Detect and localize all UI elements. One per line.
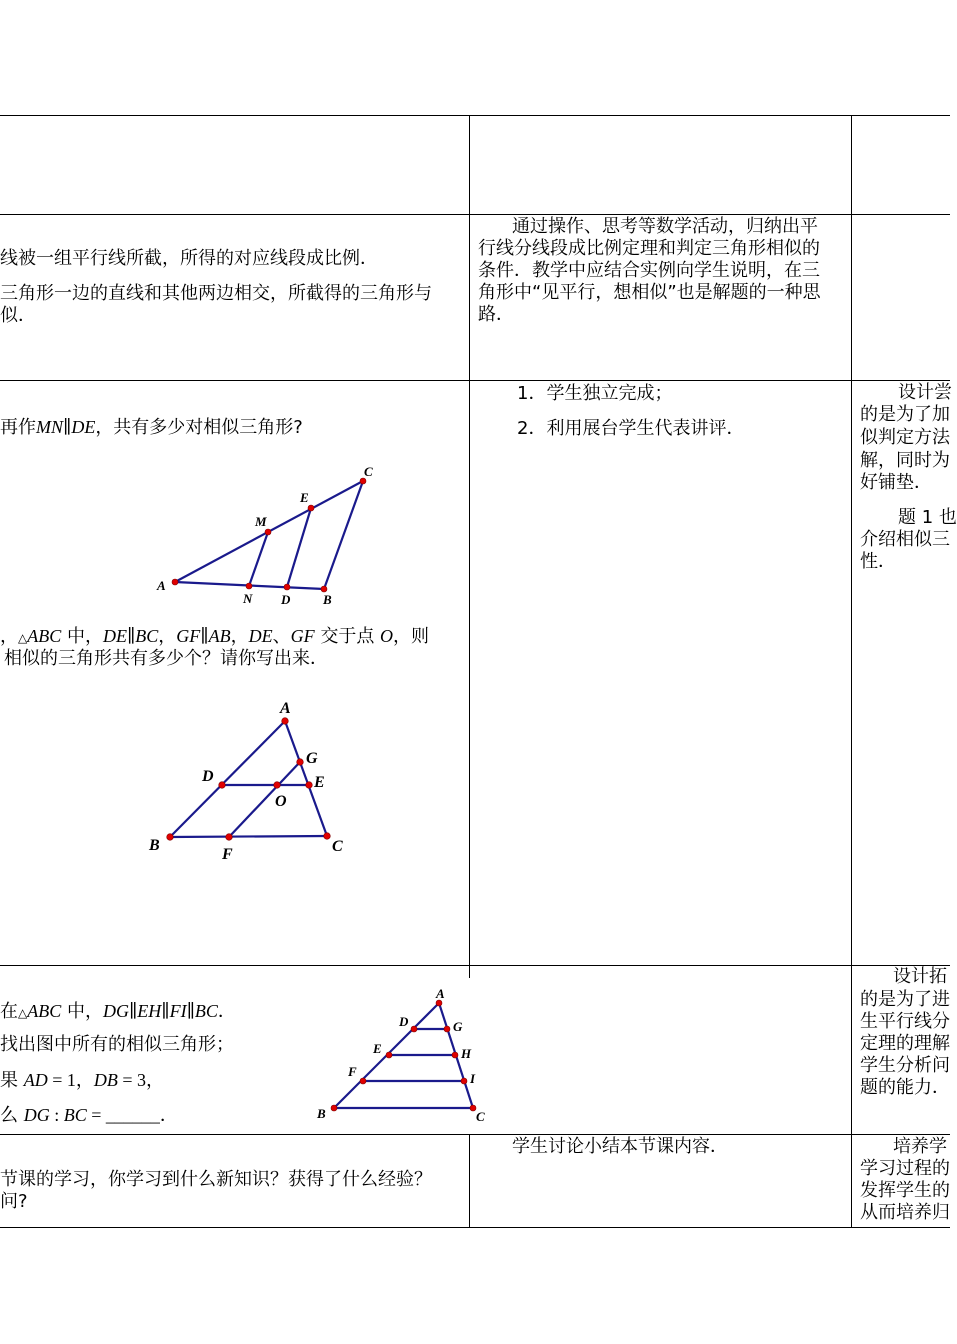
triangle-symbol: △	[18, 631, 28, 645]
point	[226, 834, 233, 841]
problem-line	[0, 1000, 236, 1024]
text-line: 路．	[478, 304, 514, 325]
text-line: 行线分线段成比例定理和判定三角形相似的	[478, 238, 820, 259]
point-label: C	[332, 838, 343, 855]
text: 么	[0, 1105, 24, 1126]
point	[284, 584, 290, 590]
point-label: O	[275, 793, 287, 810]
math-text: :	[49, 1105, 64, 1125]
text-line: 设计尝	[898, 382, 952, 403]
point	[360, 1078, 366, 1084]
segment	[324, 481, 363, 589]
point-label: E	[314, 774, 325, 791]
text: ，	[230, 626, 249, 647]
text-line: 解，同时为	[860, 450, 950, 471]
point	[167, 834, 174, 841]
point-label: C	[364, 464, 373, 479]
figure-2	[140, 695, 360, 865]
point-label: E	[373, 1041, 382, 1056]
point-label: E	[300, 490, 309, 505]
text-line: 好铺垫．	[860, 472, 932, 493]
point	[282, 718, 289, 725]
point	[274, 782, 281, 789]
text: ，	[158, 626, 177, 647]
point-label: F	[348, 1064, 357, 1079]
table-row-divider	[0, 380, 950, 381]
segment	[170, 836, 327, 837]
table-col-divider	[469, 1134, 470, 1228]
math-text: =	[86, 1105, 106, 1125]
point	[172, 579, 178, 585]
segment	[229, 762, 300, 837]
text-line: 的是为了进	[860, 989, 950, 1010]
point-label: I	[470, 1071, 476, 1086]
text: 中，	[61, 626, 103, 647]
list-item: 2．利用展台学生代表讲评．	[517, 418, 745, 439]
text: 、	[272, 626, 291, 647]
text: 果	[0, 1070, 24, 1091]
text: 再作	[0, 417, 36, 438]
table-row-divider	[0, 965, 950, 966]
point-label: D	[202, 768, 214, 785]
point	[306, 782, 313, 789]
text-line: 题的能力．	[860, 1077, 950, 1098]
answer-blank: ______	[105, 1105, 160, 1125]
point-label: B	[323, 592, 332, 607]
point-label: H	[461, 1046, 472, 1061]
math-text: O	[380, 626, 394, 646]
text-line: 培养学	[893, 1136, 947, 1157]
table-row-divider	[0, 1134, 950, 1135]
point-label: A	[436, 986, 445, 1001]
point	[324, 833, 331, 840]
text-line: 定理的理解	[860, 1033, 950, 1054]
table-border-top	[0, 115, 950, 116]
math-text: DE∥BC	[102, 626, 159, 646]
text-line: 生平行线分	[860, 1011, 950, 1032]
text: ，	[75, 1070, 94, 1091]
point-label: N	[243, 591, 253, 606]
text-line: 问?	[0, 1191, 28, 1212]
point	[444, 1026, 450, 1032]
math-text: DB	[93, 1070, 118, 1090]
point	[461, 1078, 467, 1084]
math-text: MN∥DE	[36, 417, 96, 437]
text-line: 似．	[0, 305, 36, 326]
point-label: D	[281, 592, 291, 607]
figure-1	[150, 462, 390, 612]
math-text: ABC	[27, 626, 62, 646]
question-2	[0, 625, 429, 649]
table-col-divider	[469, 115, 470, 978]
text: ，	[0, 626, 18, 647]
question-1	[0, 416, 303, 439]
math-text: ABC	[27, 1001, 62, 1021]
point	[246, 583, 252, 589]
math-text: = 1	[47, 1070, 76, 1090]
list-item: 1．学生独立完成；	[517, 383, 673, 404]
math-text: DG	[23, 1105, 50, 1125]
point-label: D	[399, 1014, 409, 1029]
table-col-divider	[851, 115, 852, 1228]
text: 中，	[61, 1001, 103, 1022]
point	[331, 1105, 337, 1111]
text-line: 线被一组平行线所截，所得的对应线段成比例．	[0, 248, 378, 269]
table-border-bottom	[0, 1227, 950, 1228]
point-label: B	[317, 1106, 326, 1121]
math-text: AD	[23, 1070, 48, 1090]
text-line: 介绍相似三	[860, 529, 950, 550]
text-line: 学生分析问	[860, 1055, 950, 1076]
point	[297, 759, 304, 766]
text: ，	[146, 1070, 165, 1091]
point-label: F	[222, 846, 233, 863]
segment	[170, 721, 285, 837]
figure-3	[310, 982, 500, 1127]
text-line: 设计拓	[893, 966, 947, 987]
math-text: GF∥AB	[176, 626, 231, 646]
point	[265, 529, 271, 535]
point-label: M	[255, 514, 267, 529]
text-line: 找出图中所有的相似三角形；	[0, 1034, 234, 1055]
point-label: A	[280, 700, 291, 717]
text-line: 三角形一边的直线和其他两边相交，所截得的三角形与	[0, 283, 432, 304]
point-label: C	[476, 1109, 485, 1124]
math-text: DE	[248, 626, 273, 646]
text-line: 节课的学习，你学习到什么新知识？获得了什么经验？	[0, 1169, 432, 1190]
math-text: = 3	[117, 1070, 147, 1090]
text-line: 的是为了加	[860, 404, 950, 425]
point-label: B	[149, 837, 160, 854]
text-line: 似判定方法	[860, 427, 950, 448]
point	[308, 505, 314, 511]
text-line: 从而培养归	[860, 1202, 950, 1223]
text-line: 发挥学生的	[860, 1180, 950, 1201]
text: ．	[159, 1105, 178, 1126]
text: ，共有多少对相似三角形?	[95, 417, 303, 438]
table-row-divider	[0, 214, 950, 215]
point	[219, 782, 226, 789]
point	[452, 1052, 458, 1058]
point	[411, 1026, 417, 1032]
triangle-symbol: △	[18, 1006, 28, 1020]
text-line: 通过操作、思考等数学活动，归纳出平	[512, 216, 818, 237]
text-line: 学生讨论小结本节课内容．	[512, 1136, 728, 1157]
point-label: G	[453, 1019, 463, 1034]
text: 在	[0, 1001, 18, 1022]
math-text: DG∥EH∥FI∥BC	[102, 1001, 218, 1021]
text-line: 学习过程的	[860, 1158, 950, 1179]
text-line: 角形中“见平行，想相似”也是解题的一种思	[478, 282, 821, 303]
text-line: 条件．教学中应结合实例向学生说明，在三	[478, 260, 820, 281]
problem-line	[0, 1104, 178, 1127]
point	[386, 1052, 392, 1058]
math-text: BC	[63, 1105, 87, 1125]
text: 交于点	[314, 626, 381, 647]
text-line: 相似的三角形共有多少个？请你写出来．	[4, 648, 328, 669]
math-text: GF	[290, 626, 315, 646]
point-label: A	[157, 578, 166, 593]
problem-line	[0, 1069, 164, 1092]
text: ．	[217, 1001, 236, 1022]
text-line: 题 1 也	[898, 507, 957, 528]
text-line: 性．	[860, 551, 896, 572]
text: ，则	[393, 626, 430, 647]
point-label: G	[306, 750, 318, 767]
